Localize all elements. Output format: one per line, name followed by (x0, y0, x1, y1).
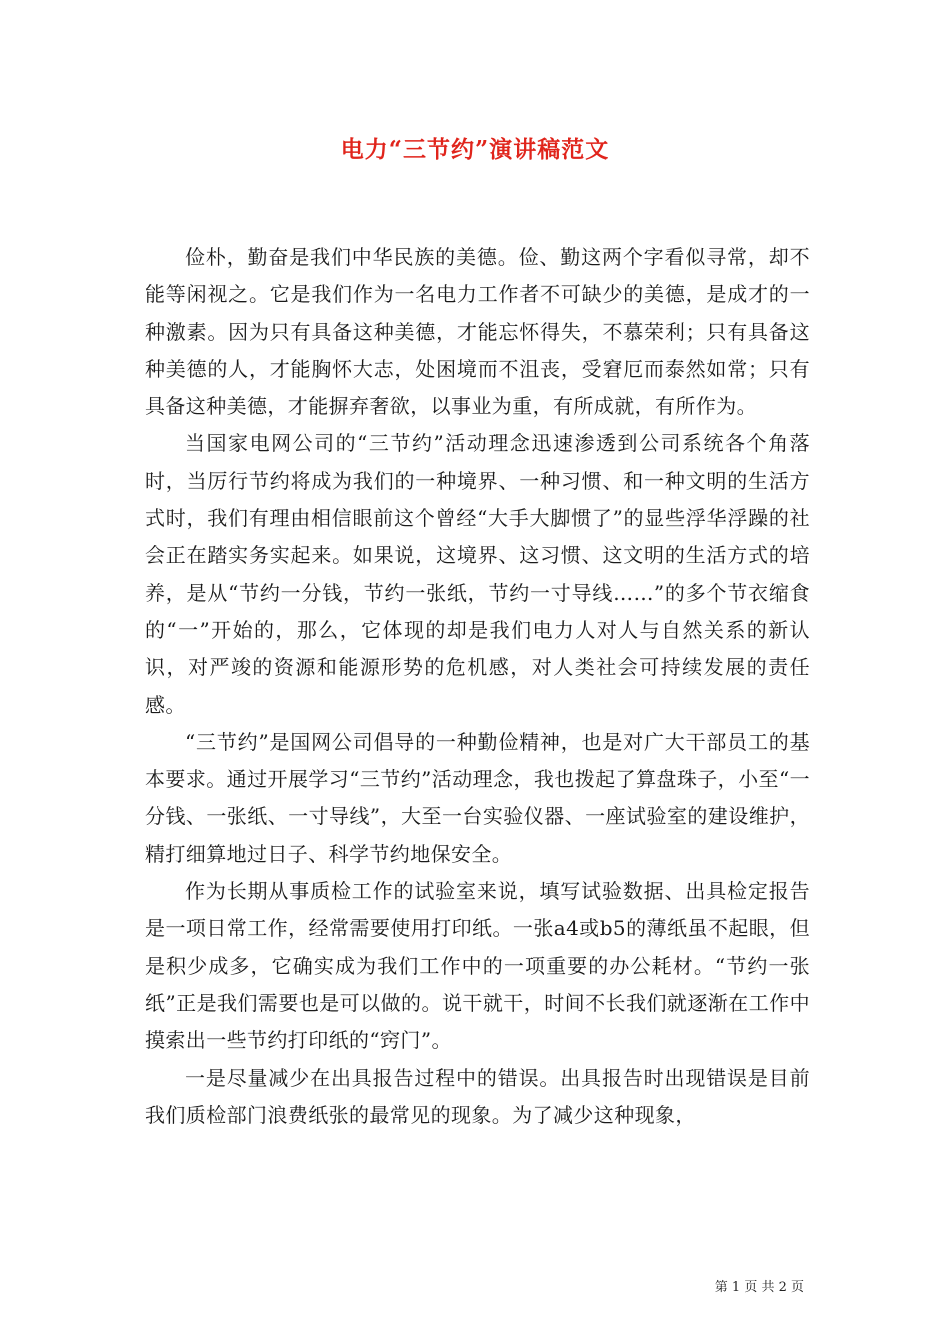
paragraph-1: 俭朴，勤奋是我们中华民族的美德。俭、勤这两个字看似寻常，却不能等闲视之。它是我们作为一名电力工作者不可缺少的美德，是成才的一种激素。因为只有具备这种美德，才能忘怀得失，不慕荣利；只有具备这种美德的人，才能胸怀大志，处困境而不沮丧，受窘厄而泰然如常；只有具备这种美德，才能摒弃奢欲，以事业为重，有所成就，有所作为。 (145, 245, 810, 419)
document-title: 电力“三节约”演讲稿范文 (340, 136, 610, 163)
paragraph-2: 当国家电网公司的“三节约”活动理念迅速渗透到公司系统各个角落时，当厉行节约将成为我们的一种境界、一种习惯、和一种文明的生活方式时，我们有理由相信眼前这个曾经“大手大脚惯了”的显些浮华浮躁的社会正在踏实务实起来。如果说，这境界、这习惯、这文明的生活方式的培养，是从“节约一分钱，节约一张纸，节约一寸导线……”的多个节衣缩食的“一”开始的，那么，它体现的却是我们电力人对人与自然关系的新认识，对严竣的资源和能源形势的危机感，对人类社会可持续发展的责任感。 (145, 431, 810, 717)
paragraph-4: 作为长期从事质检工作的试验室来说，填写试验数据、出具检定报告是一项日常工作，经常需要使用打印纸。一张a4或b5的薄纸虽不起眼，但是积少成多，它确实成为我们工作中的一项重要的办公耗材。“节约一张纸”正是我们需要也是可以做的。说干就干，时间不长我们就逐渐在工作中摸索出一些节约打印纸的“窍门”。 (145, 879, 810, 1053)
paragraph-3: “三节约”是国网公司倡导的一种勤俭精神，也是对广大干部员工的基本要求。通过开展学习“三节约”活动理念，我也拨起了算盘珠子，小至“一分钱、一张纸、一寸导线”，大至一台实验仪器、一座试验室的建设维护，精打细算地过日子、科学节约地保安全。 (145, 729, 810, 866)
page-number-footer: 第 1 页 共 2 页 (714, 1280, 804, 1295)
paragraph-5: 一是尽量减少在出具报告过程中的错误。出具报告时出现错误是目前我们质检部门浪费纸张的最常见的现象。为了减少这种现象， (145, 1065, 810, 1127)
document-body (145, 239, 810, 1134)
